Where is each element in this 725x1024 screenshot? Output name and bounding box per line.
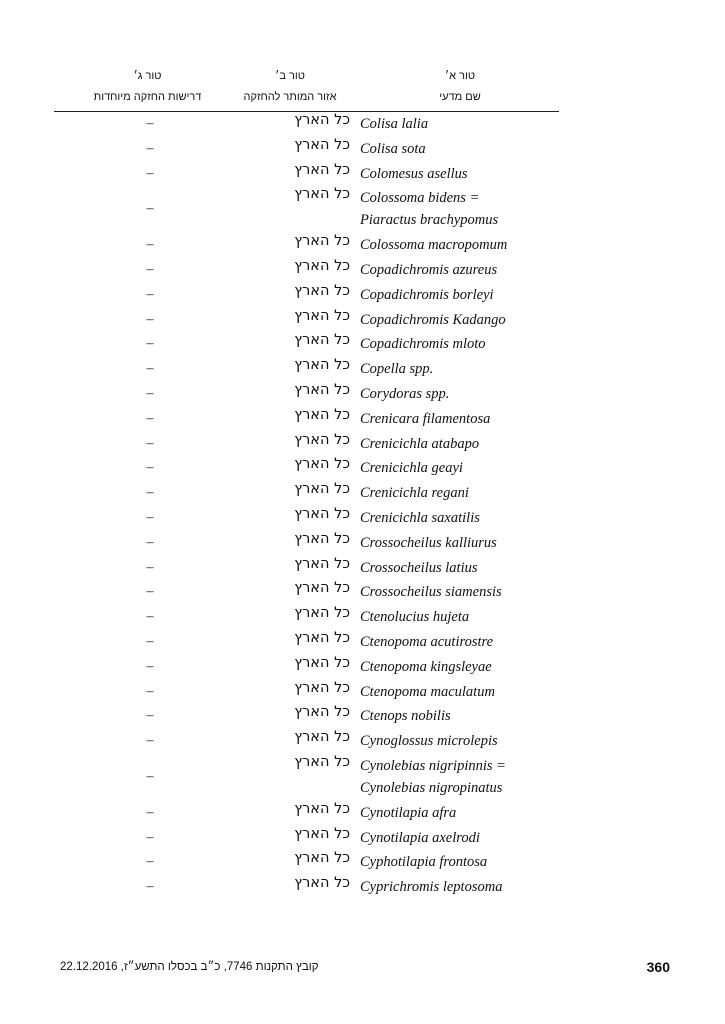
species-name-line: Ctenopoma acutirostre [360, 634, 494, 650]
species-name-line: Crenicichla atabapo [360, 435, 480, 452]
species-name-line: Cyphotilapia frontosa [360, 854, 488, 871]
permitted-area: כל הארץ [294, 530, 350, 547]
species-name [360, 631, 560, 653]
permitted-area: כל הארץ [294, 186, 350, 203]
permitted-area: כל הארץ [294, 654, 350, 671]
species-name-line: Colomesus asellus [360, 165, 468, 182]
species-name-line: Crenicara filamentosa [360, 410, 491, 427]
col-b-title: טור ב׳ [275, 70, 305, 82]
special-requirements: – [146, 262, 154, 277]
species-name [360, 581, 560, 603]
permitted-area: כל הארץ [294, 729, 350, 746]
special-requirements: – [146, 609, 154, 625]
special-requirements: – [146, 829, 154, 845]
species-name-line: Piaractus brachypomus [360, 212, 499, 229]
species-name [360, 482, 560, 504]
species-name [360, 284, 560, 306]
species-name-line: Cyprichromis leptosoma [360, 879, 503, 896]
special-requirements: – [146, 435, 154, 451]
species-name-line: Crossocheilus latius [360, 559, 478, 576]
footer-publication: קובץ התקנות 7746, כ״ב בכסלו התשע״ז, 22.12.2016 [60, 961, 319, 973]
species-name [360, 358, 560, 380]
permitted-area: כל הארץ [294, 112, 350, 128]
col-b-subtitle: אזור המותר להחזקה [243, 91, 337, 103]
permitted-area: כל הארץ [294, 233, 350, 250]
species-name-line: Colossoma macropomum [360, 237, 508, 254]
permitted-area: כל הארץ [294, 679, 350, 696]
species-name-line: Copadichromis mloto [360, 336, 486, 353]
species-name [360, 532, 560, 554]
permitted-area: כל הארץ [294, 161, 350, 178]
permitted-area: כל הארץ [294, 630, 350, 646]
species-name-line: Ctenops nobilis [360, 708, 451, 725]
special-requirements: – [146, 140, 154, 156]
species-name-line: Copadichromis azureus [360, 262, 498, 278]
species-name [360, 606, 560, 628]
species-name [360, 705, 560, 727]
species-name [360, 138, 560, 160]
special-requirements: – [146, 634, 154, 649]
species-name-line: Ctenolucius hujeta [360, 609, 470, 626]
species-name-line: Crenicichla regani [360, 485, 469, 502]
special-requirements: – [146, 410, 154, 426]
special-requirements: – [146, 559, 154, 575]
permitted-area: כל הארץ [294, 382, 350, 398]
species-name-line: Corydoras spp. [360, 386, 450, 402]
special-requirements: – [146, 733, 154, 749]
special-requirements: – [146, 584, 154, 600]
col-c-title: טור ג׳ [133, 70, 162, 82]
permitted-area: כל הארץ [294, 258, 350, 274]
special-requirements: – [146, 683, 154, 699]
species-name-line: Colossoma bidens = [360, 190, 480, 207]
special-requirements: – [146, 879, 154, 895]
special-requirements: – [146, 386, 154, 401]
species-name [360, 457, 560, 479]
species-name-line: Colisa sota [360, 140, 426, 157]
permitted-area: כל הארץ [294, 431, 350, 448]
special-requirements: – [146, 769, 154, 784]
species-name-line: Crenicichla saxatilis [360, 510, 480, 526]
species-name-line: Ctenopoma maculatum [360, 683, 495, 700]
col-a-subtitle: שם מדעי [439, 91, 481, 103]
species-name-line: Ctenopoma kingsleyae [360, 658, 492, 675]
species-name [360, 113, 560, 135]
species-name-line: Copella spp. [360, 361, 434, 378]
species-name-line: Copadichromis Kadango [360, 311, 506, 328]
species-name [360, 755, 560, 799]
permitted-area: כל הארץ [294, 754, 350, 770]
permitted-area: כל הארץ [294, 307, 350, 324]
permitted-area: כל הארץ [294, 850, 350, 867]
species-name [360, 163, 560, 185]
species-name [360, 876, 560, 898]
permitted-area: כל הארץ [294, 605, 350, 622]
permitted-area: כל הארץ [294, 704, 350, 721]
species-name-line: Colisa lalia [360, 116, 429, 132]
special-requirements: – [146, 237, 154, 253]
species-name [360, 507, 560, 529]
special-requirements: – [146, 336, 154, 352]
species-name-line: Crossocheilus kalliurus [360, 534, 497, 551]
col-a-title: טור א׳ [444, 70, 476, 82]
species-name [360, 681, 560, 703]
species-name [360, 802, 560, 824]
species-name [360, 383, 560, 405]
permitted-area: כל הארץ [294, 456, 350, 473]
special-requirements: – [146, 311, 154, 327]
species-name-line: Cynolebias nigropinatus [360, 780, 503, 796]
permitted-area: כל הארץ [294, 332, 350, 349]
special-requirements: – [146, 460, 154, 476]
special-requirements: – [146, 534, 154, 550]
species-name-line: Cynolebias nigripinnis = [360, 758, 506, 774]
permitted-area: כל הארץ [294, 282, 350, 299]
special-requirements: – [146, 485, 154, 501]
species-name [360, 234, 560, 256]
special-requirements: – [146, 165, 154, 181]
species-name [360, 333, 560, 355]
special-requirements: – [146, 201, 154, 217]
permitted-area: כל הארץ [294, 136, 350, 153]
special-requirements: – [146, 116, 154, 131]
species-name-line: Cynotilapia afra [360, 804, 457, 821]
page-number: 360 [646, 959, 670, 975]
permitted-area: כל הארץ [294, 580, 350, 597]
species-name-line: Crenicichla geayi [360, 460, 463, 477]
permitted-area: כל הארץ [294, 506, 350, 522]
species-name [360, 259, 560, 281]
species-name-line: Cynoglossus microlepis [360, 733, 498, 750]
species-name [360, 309, 560, 331]
species-name [360, 433, 560, 455]
species-name-line: Crossocheilus siamensis [360, 584, 502, 601]
special-requirements: – [146, 804, 154, 820]
species-name [360, 851, 560, 873]
species-name [360, 408, 560, 430]
permitted-area: כל הארץ [294, 825, 350, 842]
permitted-area: כל הארץ [294, 875, 350, 892]
species-name [360, 557, 560, 579]
species-name [360, 827, 560, 849]
species-name-line: Cynotilapia axelrodi [360, 829, 480, 846]
species-name-line: Copadichromis borleyi [360, 286, 494, 303]
special-requirements: – [146, 510, 154, 525]
permitted-area: כל הארץ [294, 406, 350, 423]
species-name [360, 656, 560, 678]
permitted-area: כל הארץ [294, 555, 350, 572]
special-requirements: – [146, 708, 154, 724]
species-name [360, 187, 560, 231]
species-name [360, 730, 560, 752]
permitted-area: כל הארץ [294, 481, 350, 498]
permitted-area: כל הארץ [294, 357, 350, 374]
special-requirements: – [146, 854, 154, 870]
permitted-area: כל הארץ [294, 800, 350, 817]
special-requirements: – [146, 658, 154, 674]
special-requirements: – [146, 361, 154, 377]
special-requirements: – [146, 286, 154, 302]
col-c-subtitle: דרישות החזקה מיוחדות [93, 91, 202, 103]
